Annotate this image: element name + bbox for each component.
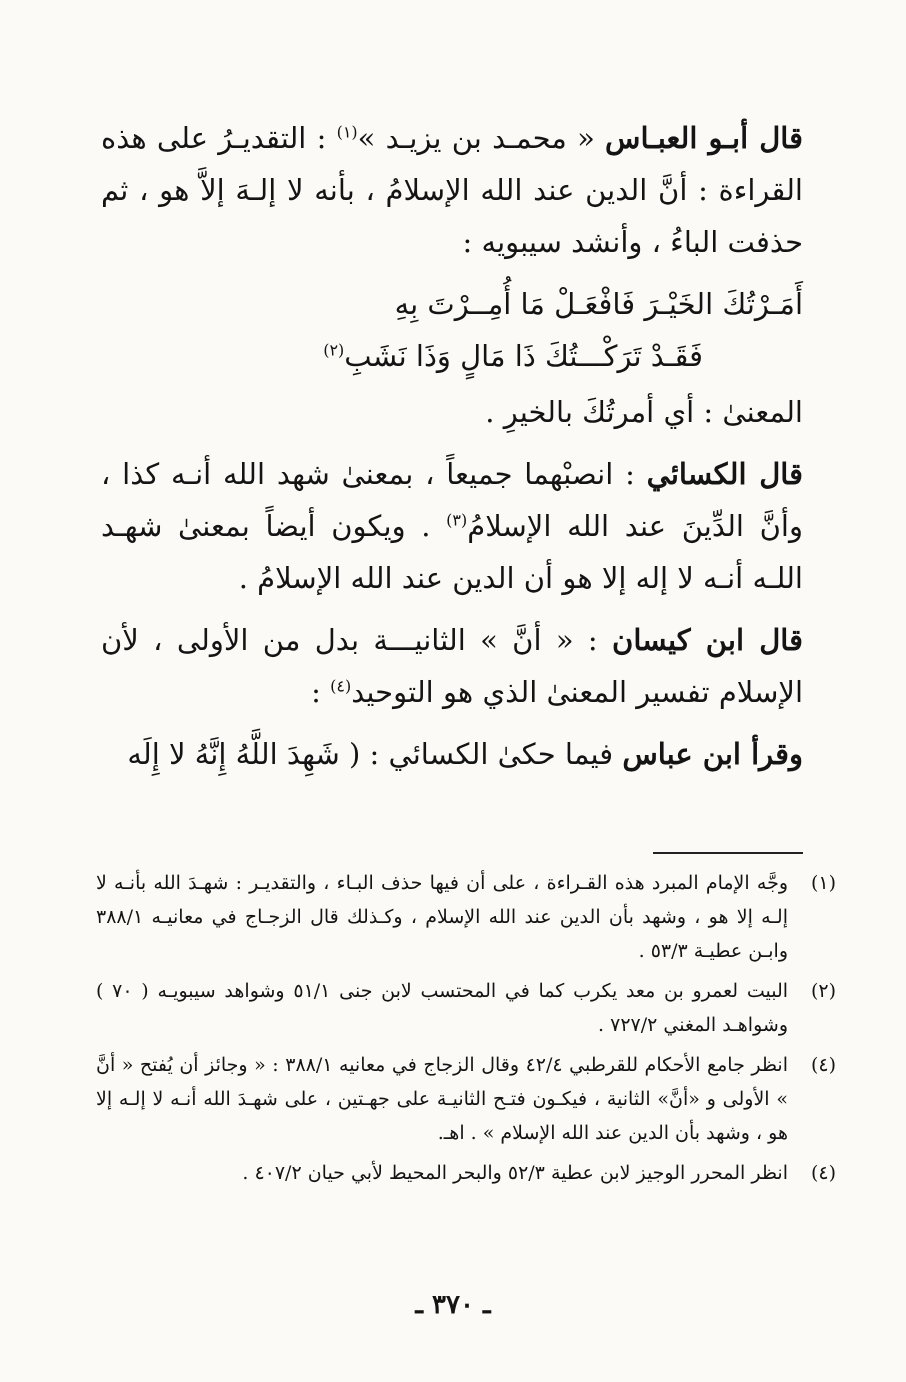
footnote-number: (٢)	[810, 980, 836, 1002]
paragraph-lead: قال أبـو العبـاس	[605, 121, 803, 155]
paragraph-text: : التقديـرُ على هذه القراءة : أنَّ الدين عند الله الإسلامُ ، بأنه لا إلـهَ إلاَّ هو ، ثم حذفت الباءُ ، وأنشد سيبويه :	[101, 121, 803, 259]
footnote-ref[interactable]: (٣)	[446, 510, 468, 530]
footnotes	[96, 866, 836, 1196]
verse-line-2-text: فَقَـدْ تَرَكْـــتُكَ ذَا مَالٍ وَذَا نَشَبِ	[344, 339, 703, 373]
verse-line-2	[101, 330, 803, 382]
footnote-divider	[653, 852, 803, 854]
footnote-number: (٤)	[810, 1054, 836, 1076]
poetry-verse	[101, 278, 803, 382]
paragraph-lead: قال ابن كيسان	[612, 623, 803, 657]
footnote-text: البيت لعمرو بن معد يكرب كما في المحتسب لابن جنى ٥١/١ وشواهد سيبويـه ( ٧٠ ) وشواهـد المغني ٧٢٧/٢ .	[96, 980, 789, 1036]
paragraph-lead: قال الكسائي	[646, 457, 803, 491]
footnote-text: انظر المحرر الوجيز لابن عطية ٥٢/٣ والبحر المحيط لأبي حيان ٤٠٧/٢ .	[242, 1162, 788, 1184]
footnote-ref[interactable]: (١)	[336, 122, 358, 142]
footnote-text: انظر جامع الأحكام للقرطبي ٤٢/٤ وقال الزجاج في معانيه ٣٨٨/١ : « وجائز أن يُفتح « أنَّ » الأولى و «أنَّ» الثانية ، فيكـون فتـح الثانيـة على جهـتين ، على شهـدَ الله أنـه لا إلـه إلا هو ، وشهد بأن الدين عند الله الإسلام » . اهـ.	[96, 1054, 788, 1144]
paragraph-text: :	[311, 675, 331, 709]
paragraph-ibn-abbas	[101, 728, 803, 780]
paragraph-kisai	[101, 448, 803, 604]
footnote-item	[96, 1156, 836, 1190]
footnote-item	[96, 974, 836, 1042]
page-number: ـ ٣٧٠ ـ	[415, 1290, 491, 1320]
paragraph-text: فيما حكىٰ الكسائي : ( شَهِدَ اللَّهُ إِنَّهُ لا إِلَه	[127, 737, 623, 771]
paragraph-text: . ويكون أيضاً بمعنىٰ شهـد اللـه أنـه لا إله إلا هو أن الدين عند الله الإسلامُ .	[101, 509, 803, 595]
main-text	[101, 112, 803, 790]
footnote-text: وجَّه الإمام المبرد هذه القـراءة ، على أن فيها حذف البـاء ، والتقديـر : شهـدَ الله بأنـه لا إلـه إلا هو ، وشهد بأن الدين عند الله الإسلام ، وكـذلك قال الزجـاج في معانيـه ٣٨٨/١ وابـن عطيـة ٥٣/٣ .	[96, 872, 788, 962]
footnote-ref[interactable]: (٢)	[323, 340, 345, 360]
footnote-number: (٤)	[810, 1162, 836, 1184]
footnote-ref[interactable]: (٤)	[330, 676, 352, 696]
paragraph-text: : انصبْهما جميعاً ، بمعنىٰ شهد الله أنـه كذا ، وأنَّ الدِّينَ عند الله الإسلامُ	[101, 457, 803, 543]
paragraph-ibn-kaysan	[101, 614, 803, 718]
footnote-number: (١)	[810, 872, 836, 894]
paragraph-text: « محمـد بن يزيـد »	[357, 121, 606, 155]
paragraph-abu-alabbas	[101, 112, 803, 268]
paragraph-text: : « أنَّ » الثانيـــة بدل من الأولى ، لأن الإسلام تفسير المعنىٰ الذي هو التوحيد	[101, 623, 803, 709]
footnote-item	[96, 1048, 836, 1150]
paragraph-lead: وقرأ ابن عباس	[622, 737, 803, 771]
paragraph-meaning: المعنىٰ : أي أمرتُكَ بالخيرِ .	[485, 395, 803, 429]
verse-line-1: أَمَـرْتُكَ الخَيْـرَ فَافْعَـلْ مَا أُمِــرْتَ بِهِ	[394, 287, 803, 321]
footnote-item	[96, 866, 836, 968]
